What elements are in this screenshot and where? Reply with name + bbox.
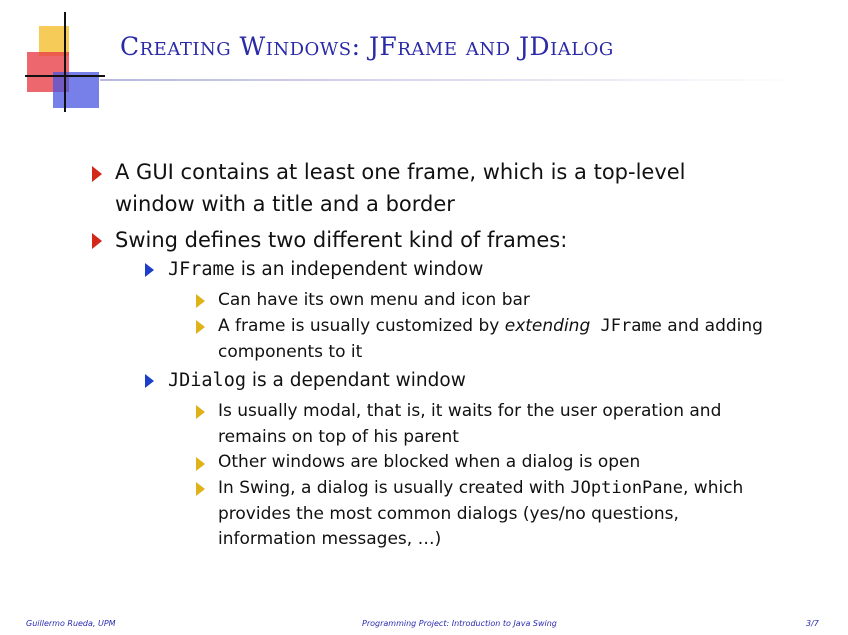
bullet-l3-icon: [196, 405, 205, 419]
bullet-text: In Swing, a dialog is usually created with: [218, 478, 571, 498]
footer-author: Guillermo Rueda, UPM: [26, 619, 116, 628]
code-joptionpane: JOptionPane: [570, 478, 683, 498]
bullet-text: Can have its own menu and icon bar: [218, 290, 530, 310]
bullet-l3-icon: [196, 294, 205, 308]
bullet-l1-icon: [92, 233, 102, 249]
bullet-text: is an independent window: [234, 259, 484, 280]
bullet-item: [218, 450, 778, 476]
bullet-text: and adding components to it: [218, 316, 763, 362]
bullet-l2-icon: [145, 374, 154, 388]
bullet-item: [218, 476, 778, 553]
bullet-item: [218, 314, 778, 365]
emphasis-text: extending: [504, 316, 591, 336]
code-jframe: JFrame: [168, 259, 235, 280]
footer-page-number: 3/7: [806, 619, 819, 628]
code-jframe: JFrame: [590, 316, 662, 336]
bullet-item: [218, 288, 778, 314]
bullet-text: Swing defines two different kind of frames:: [115, 228, 568, 252]
code-jdialog: JDialog: [168, 370, 246, 391]
bullet-item-jdialog: [168, 367, 728, 395]
bullet-item: [115, 224, 735, 256]
bullet-text: A GUI contains at least one frame, which is a top-level window with a title and a border: [115, 160, 686, 216]
footer-course: Programming Project: Introduction to Java Swing: [362, 619, 557, 628]
bullet-item-jframe: [168, 256, 728, 284]
bullet-item: [115, 156, 735, 220]
bullet-l1-icon: [92, 166, 102, 182]
bullet-text: Is usually modal, that is, it waits for the user operation and remains on top of his parent: [218, 401, 722, 447]
bullet-text: Other windows are blocked when a dialog is open: [218, 452, 641, 472]
bullet-l3-icon: [196, 320, 205, 334]
page-title: Creating Windows: JFrame and JDialog: [120, 32, 614, 61]
bullet-text: , which provides the most common dialogs (yes/no questions, information messages, …): [218, 478, 744, 549]
bullet-l3-icon: [196, 482, 205, 496]
bullet-text: A frame is usually customized by: [218, 316, 505, 336]
bullet-l3-icon: [196, 457, 205, 471]
bullet-text: is a dependant window: [245, 370, 466, 391]
bullet-item: [218, 399, 778, 450]
bullet-l2-icon: [145, 263, 154, 277]
